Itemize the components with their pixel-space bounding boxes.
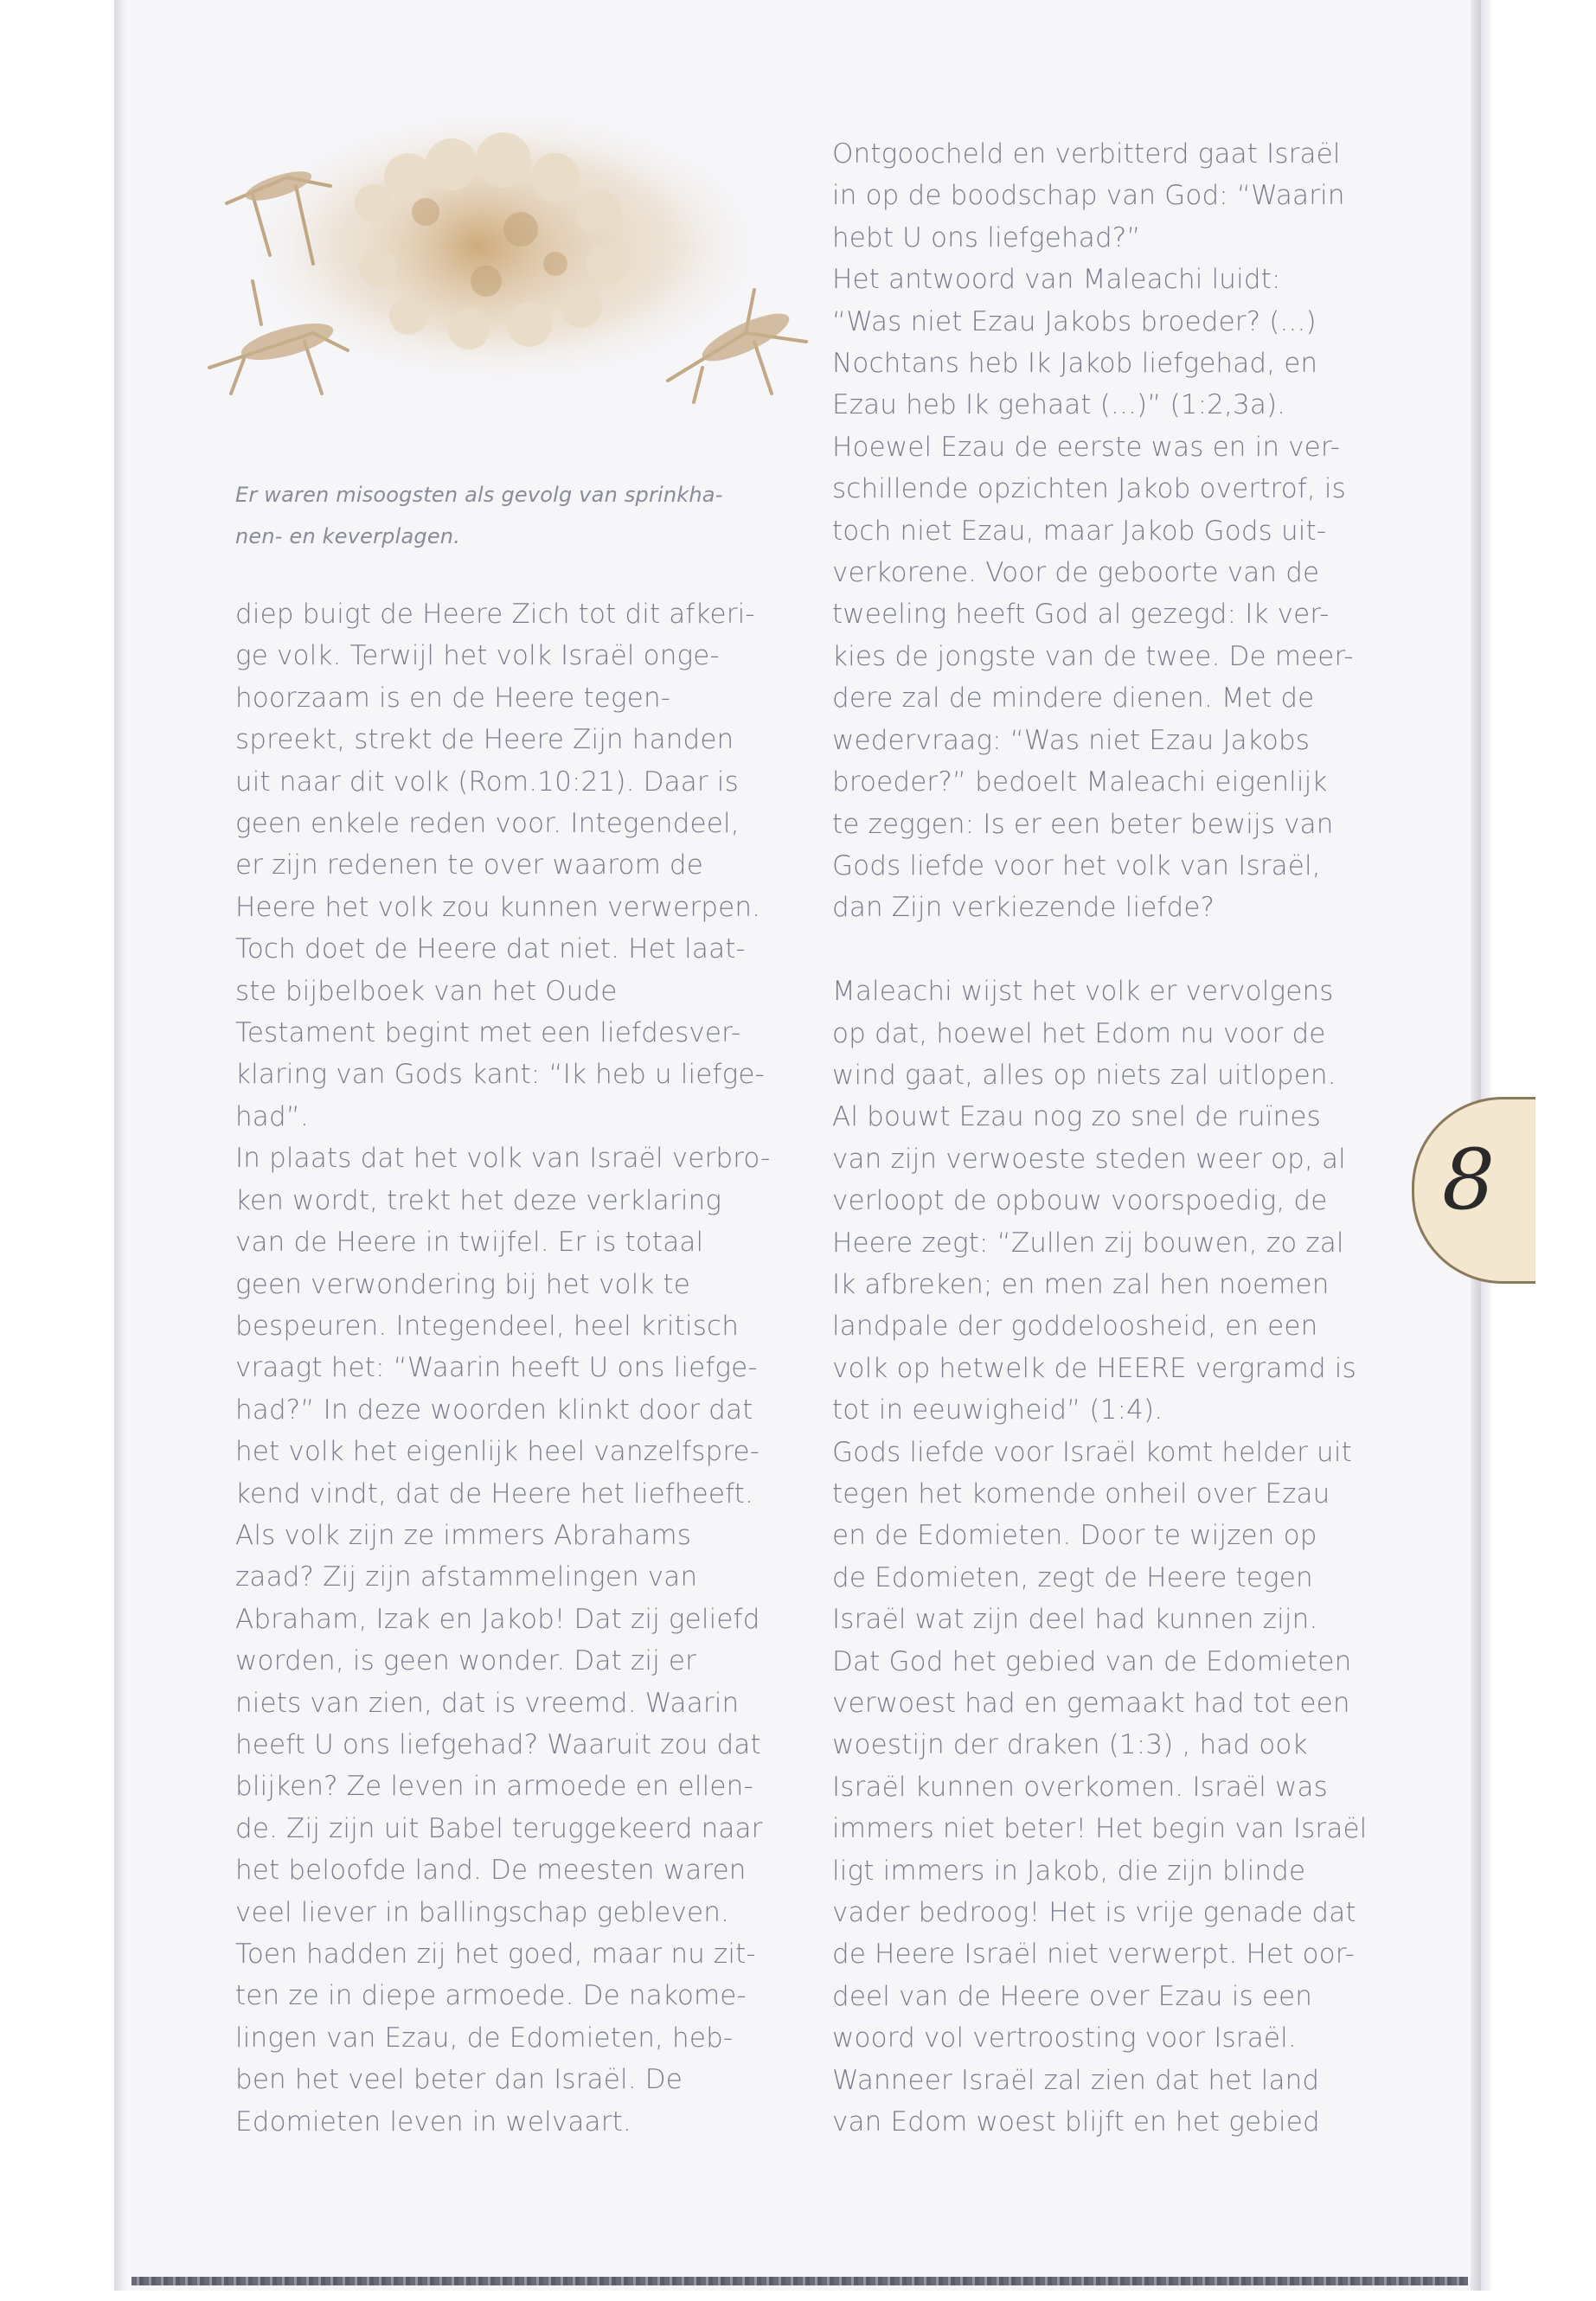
chapter-number: 8 bbox=[1442, 1131, 1496, 1228]
text-line: Toch doet de Heere dat niet. Het laat- bbox=[235, 933, 746, 965]
text-line: Hoewel Ezau de eerste was en in ver- bbox=[832, 431, 1341, 463]
text-line: er zijn redenen te over waarom de bbox=[235, 849, 703, 881]
text-line: niets van zien, dat is vreemd. Waarin bbox=[235, 1687, 740, 1719]
text-line: de. Zij zijn uit Babel teruggekeerd naar bbox=[235, 1812, 763, 1844]
caption-line: Er waren misoogsten als gevolg van sprinkha- bbox=[235, 483, 723, 507]
text-line: hebt U ons liefgehad?” bbox=[832, 221, 1141, 253]
book-page bbox=[114, 0, 1481, 2291]
text-line: kies de jongste van de twee. De meer- bbox=[832, 640, 1354, 672]
page-spine-shadow bbox=[114, 0, 126, 2291]
text-line: verkorene. Voor de geboorte van de bbox=[832, 557, 1320, 589]
text-line: ten ze in diepe armoede. De nakome- bbox=[235, 1980, 747, 2012]
text-line: veel liever in ballingschap gebleven. bbox=[235, 1896, 730, 1928]
text-line: dere zal de mindere dienen. Met de bbox=[832, 683, 1315, 715]
text-line: bespeuren. Integendeel, heel kritisch bbox=[235, 1310, 740, 1342]
text-line: verloopt de opbouw voorspoedig, de bbox=[832, 1185, 1328, 1217]
text-line: Het antwoord van Maleachi luidt: bbox=[832, 264, 1281, 296]
text-line: Edomieten leven in welvaart. bbox=[235, 2106, 631, 2138]
text-line: worden, is geen wonder. Dat zij er bbox=[235, 1645, 696, 1677]
text-line: dan Zijn verkiezende liefde? bbox=[832, 892, 1215, 924]
text-line: vader bedroog! Het is vrije genade dat bbox=[832, 1897, 1356, 1929]
text-line: woestijn der draken (1:3) , had ook bbox=[832, 1729, 1308, 1761]
page-bottom-edge bbox=[131, 2277, 1468, 2285]
text-line: Ontgoocheld en verbitterd gaat Israël bbox=[832, 138, 1341, 170]
text-line: Israël wat zijn deel had kunnen zijn. bbox=[832, 1604, 1318, 1636]
right-column-text bbox=[832, 133, 1481, 2143]
text-line: heeft U ons liefgehad? Waaruit zou dat bbox=[235, 1728, 761, 1760]
text-line: In plaats dat het volk van Israël verbro- bbox=[235, 1143, 771, 1175]
text-line: tegen het komende onheil over Ezau bbox=[832, 1477, 1330, 1509]
text-line: kend vindt, dat de Heere het liefheeft. bbox=[235, 1477, 753, 1509]
text-line: Wanneer Israël zal zien dat het land bbox=[832, 2064, 1320, 2096]
text-line: van zijn verwoeste steden weer op, al bbox=[832, 1143, 1346, 1175]
text-line: Als volk zijn ze immers Abrahams bbox=[235, 1519, 692, 1551]
text-line: had”. bbox=[235, 1100, 309, 1132]
text-line: wedervraag: “Was niet Ezau Jakobs bbox=[832, 724, 1311, 756]
text-line: ken wordt, trekt het deze verklaring bbox=[235, 1184, 722, 1216]
text-line: lingen van Ezau, de Edomieten, heb- bbox=[235, 2022, 734, 2054]
text-line: Heere zegt: “Zullen zij bouwen, zo zal bbox=[832, 1227, 1344, 1259]
text-line: “Was niet Ezau Jakobs broeder? (...) bbox=[832, 305, 1317, 337]
text-line: van de Heere in twijfel. Er is totaal bbox=[235, 1227, 704, 1259]
text-line: en de Edomieten. Door te wijzen op bbox=[832, 1520, 1317, 1552]
left-column-text bbox=[235, 593, 893, 2143]
text-line: klaring van Gods kant: “Ik heb u liefge- bbox=[235, 1059, 765, 1091]
text-line: deel van de Heere over Ezau is een bbox=[832, 1980, 1313, 2012]
text-line: Nochtans heb Ik Jakob liefgehad, en bbox=[832, 348, 1318, 380]
text-line: geen enkele reden voor. Integendeel, bbox=[235, 808, 740, 840]
text-line: immers niet beter! Het begin van Israël bbox=[832, 1813, 1368, 1845]
text-line: vraagt het: “Waarin heeft U ons liefge- bbox=[235, 1352, 758, 1384]
text-line: spreekt, strekt de Heere Zijn handen bbox=[235, 724, 734, 756]
text-line: Dat God het gebied van de Edomieten bbox=[832, 1645, 1352, 1677]
text-line: het volk het eigenlijk heel vanzelfspre- bbox=[235, 1436, 760, 1468]
text-line: Gods liefde voor het volk van Israël, bbox=[832, 849, 1321, 881]
text-line: het beloofde land. De meesten waren bbox=[235, 1855, 747, 1887]
text-line: Toen hadden zij het goed, maar nu zit- bbox=[235, 1939, 756, 1970]
text-line: landpale der goddeloosheid, en een bbox=[832, 1311, 1318, 1343]
text-line: van Edom woest blijft en het gebied bbox=[832, 2106, 1320, 2138]
text-line: tweeling heeft God al gezegd: Ik ver- bbox=[832, 599, 1330, 631]
text-line: te zeggen: Is er een beter bewijs van bbox=[832, 808, 1334, 840]
text-line: hoorzaam is en de Heere tegen- bbox=[235, 682, 671, 714]
text-line: Heere het volk zou kunnen verwerpen. bbox=[235, 891, 761, 923]
text-line: Al bouwt Ezau nog zo snel de ruïnes bbox=[832, 1101, 1321, 1133]
text-line: uit naar dit volk (Rom.10:21). Daar is bbox=[235, 766, 739, 798]
text-line: Gods liefde voor Israël komt helder uit bbox=[832, 1436, 1352, 1468]
text-line: wind gaat, alles op niets zal uitlopen. bbox=[832, 1059, 1336, 1091]
text-line: ge volk. Terwijl het volk Israël onge- bbox=[235, 640, 720, 672]
text-line: tot in eeuwigheid” (1:4). bbox=[832, 1394, 1163, 1426]
text-line: had?” In deze woorden klinkt door dat bbox=[235, 1394, 753, 1426]
text-line: Testament begint met een liefdesver- bbox=[235, 1017, 741, 1049]
text-line: op dat, hoewel het Edom nu voor de bbox=[832, 1017, 1326, 1049]
text-line: Ezau heb Ik gehaat (...)” (1:2,3a). bbox=[832, 389, 1286, 421]
text-line: woord vol vertroosting voor Israël. bbox=[832, 2022, 1297, 2054]
text-line: blijken? Ze leven in armoede en ellen- bbox=[235, 1771, 753, 1803]
text-line: broeder?” bedoelt Maleachi eigenlijk bbox=[832, 766, 1328, 798]
text-line: Abraham, Izak en Jakob! Dat zij geliefd bbox=[235, 1603, 760, 1635]
text-line: de Edomieten, zegt de Heere tegen bbox=[832, 1561, 1313, 1593]
text-line: toch niet Ezau, maar Jakob Gods uit- bbox=[832, 515, 1327, 547]
text-line: geen verwondering bij het volk te bbox=[235, 1268, 690, 1300]
text-line: Maleachi wijst het volk er vervolgens bbox=[832, 976, 1334, 1008]
paragraph-gap bbox=[832, 929, 1481, 971]
text-line: ligt immers in Jakob, die zijn blinde bbox=[832, 1855, 1306, 1887]
text-line: ste bijbelboek van het Oude bbox=[235, 975, 618, 1007]
locusts-and-grain-illustration bbox=[149, 82, 824, 420]
text-line: schillende opzichten Jakob overtrof, is bbox=[832, 473, 1346, 505]
caption-line: nen- en keverplagen. bbox=[235, 524, 461, 548]
text-line: Ik afbreken; en men zal hen noemen bbox=[832, 1268, 1330, 1300]
text-line: volk op hetwelk de HEERE vergramd is bbox=[832, 1352, 1356, 1384]
text-line: in op de boodschap van God: “Waarin bbox=[832, 180, 1345, 212]
image-caption bbox=[235, 474, 893, 557]
text-line: de Heere Israël niet verwerpt. Het oor- bbox=[832, 1939, 1355, 1971]
text-line: diep buigt de Heere Zich tot dit afkeri- bbox=[235, 599, 755, 630]
text-line: verwoest had en gemaakt had tot een bbox=[832, 1688, 1350, 1720]
text-line: ben het veel beter dan Israël. De bbox=[235, 2064, 683, 2096]
text-line: Israël kunnen overkomen. Israël was bbox=[832, 1771, 1328, 1803]
text-line: zaad? Zij zijn afstammelingen van bbox=[235, 1561, 698, 1593]
